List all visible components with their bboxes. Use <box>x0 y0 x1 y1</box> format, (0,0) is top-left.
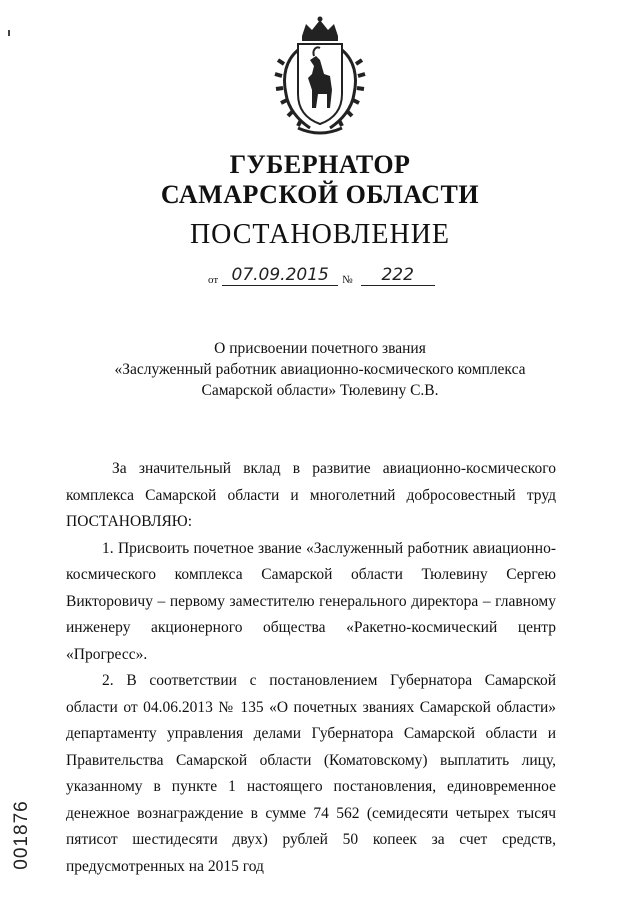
from-label: от <box>208 274 219 286</box>
handwritten-number: 222 <box>361 265 435 286</box>
clause-1: 1. Присвоить почетное звание «Заслуженный работник авиационно-космического комплекса Самарской области Тюлевину Сергею Викторовичу – первому заместителю генерального директора – главному инженеру акционерного общества «Ракетно-космический центр «Прогресс». <box>66 539 556 663</box>
issuer-title: ГУБЕРНАТОР <box>229 150 411 179</box>
document-type: ПОСТАНОВЛЕНИЕ <box>189 219 451 250</box>
registration-number: 001876 <box>11 800 32 870</box>
samara-coat-of-arms-icon <box>268 16 372 140</box>
subject-line: О присвоении почетного звания <box>214 340 426 357</box>
clause-2: 2. В соответствии с постановлением Губернатора Самарской области от 04.06.2013 № 135 «О почетных званиях Самарской области» департаменту управления делами Губернатора Самарской области и Правительства Самарской области (Коматовскому) выплатить лицу, указанному в пункте 1 настоящего постановления, единовременное денежное вознаграждение в сумме 74 562 (семидесяти четырех тысяч пятисот шестидесяти двух) рублей 50 копеек за счет средств, предусмотренных на 2015 год <box>66 672 556 875</box>
issuer-region: САМАРСКОЙ ОБЛАСТИ <box>160 180 480 209</box>
registration-stamp <box>10 790 34 880</box>
scan-mark <box>8 30 10 36</box>
handwritten-date: 07.09.2015 <box>222 265 338 286</box>
number-label: № <box>342 274 353 286</box>
date-number-line <box>208 258 448 286</box>
document-subject <box>40 338 600 401</box>
document-body <box>66 456 556 880</box>
subject-line: «Заслуженный работник авиационно-космического комплекса <box>114 361 526 378</box>
preamble-paragraph: За значительный вклад в развитие авиационно-космического комплекса Самарской области и многолетний добросовестный труд ПОСТАНОВЛЯЮ: <box>66 460 556 530</box>
subject-line: Самарской области» Тюлевину С.В. <box>201 382 439 399</box>
